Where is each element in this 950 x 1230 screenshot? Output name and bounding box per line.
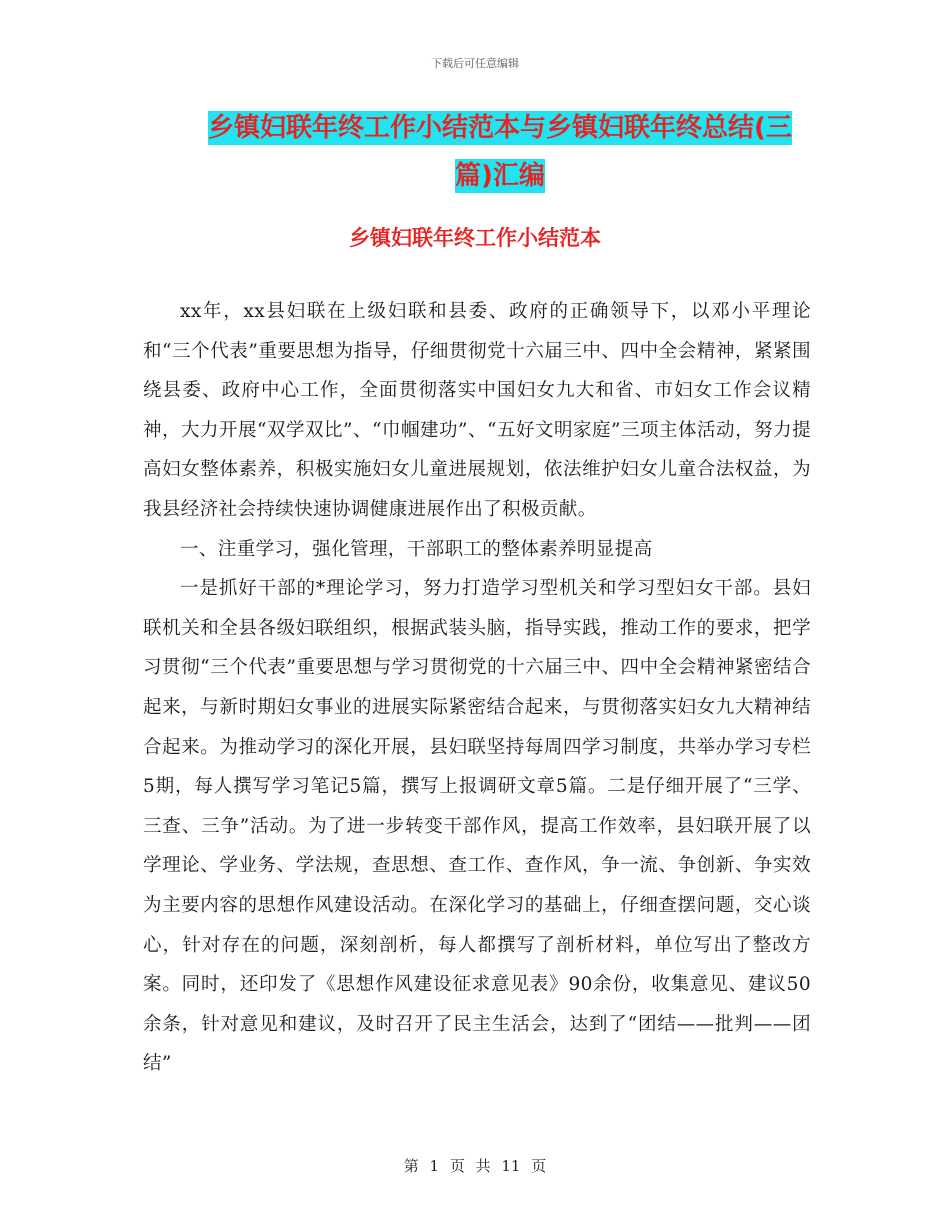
paragraph-study: 一是抓好干部的*理论学习，努力打造学习型机关和学习型妇女干部。县妇联机关和全县各级妇联组织，根据武装头脑，指导实践，推动工作的要求，把学习贯彻“三个代表”重要思想与学习贯彻党的十六届三中、四中全会精神紧密结合起来，与新时期妇女事业的进展实际紧密结合起来，与贯彻落实妇女九大精神结合起来。为推动学习的深化开展，县妇联坚持每周四学习制度，共举办学习专栏5期，每人撰写学习笔记5篇，撰写上报调研文章5篇。二是仔细开展了“三学、三查、三争”活动。为了进一步转变干部作风，提高工作效率，县妇联开展了以学理论、学业务、学法规，查思想、查工作、查作风，争一流、争创新、争实效为主要内容的思想作风建设活动。在深化学习的基础上，仔细查摆问题，交心谈心，针对存在的问题，深刻剖析，每人都撰写了剖析材料，单位写出了整改方案。同时，还印发了《思想作风建设征求意见表》90余份，收集意见、建议50余条，针对意见和建议，及时召开了民主生活会，达到了“团结——批判——团结” [143, 578, 811, 1075]
document-body [143, 292, 811, 1084]
header-note: 下载后可任意编辑 [431, 57, 519, 70]
paragraph-intro: xx年，xx县妇联在上级妇联和县委、政府的正确领导下，以邓小平理论和“三个代表”重要思想为指导，仔细贯彻党十六届三中、四中全会精神，紧紧围绕县委、政府中心工作，全面贯彻落实中国妇女九大和省、市妇女工作会议精神，大力开展“双学双比”、“巾帼建功”、“五好文明家庭”三项主体活动，努力提高妇女整体素养，积极实施妇女儿童进展规划，依法维护妇女儿童合法权益，为我县经济社会持续快速协调健康进展作出了积极贡献。 [143, 301, 811, 520]
section-title: 乡镇妇联年终工作小结范本 [349, 226, 601, 250]
document-title-text: 乡镇妇联年终工作小结范本与乡镇妇联年终总结(三篇)汇编 [208, 113, 792, 191]
page-footer: 第 1 页 共 11 页 [403, 1157, 547, 1175]
paragraph-heading-1: 一、注重学习，强化管理，干部职工的整体素养明显提高 [180, 538, 653, 560]
document-title [195, 104, 805, 200]
